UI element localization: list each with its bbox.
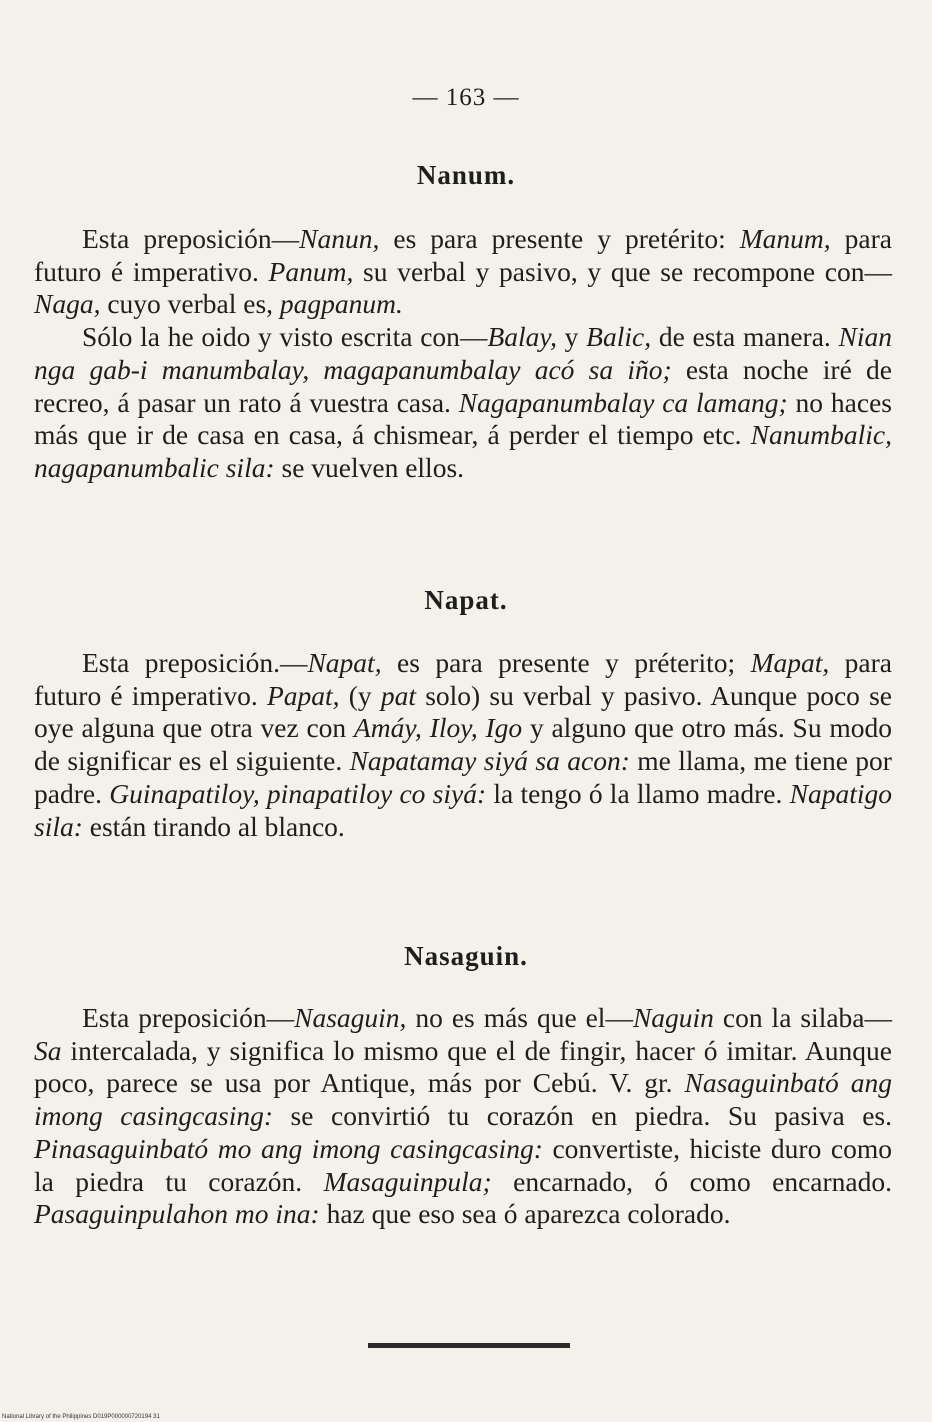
italic-term: Naga, <box>34 288 101 320</box>
paragraph: Esta preposición.—Napat, es para presente y préterito; Mapat, para futuro é imperativo. Papat, (y pat solo) su verbal y pasivo. Aunque poco se oye alguna que otra vez con Amáy, Iloy, Igo y alguno que otro más. Su modo de significar es el siguiente. Napatamay siyá sa acon: me llama, me tiene por padre. Guinapatiloy, pinapatiloy co siyá: la tengo ó la llamo madre. Napatigo sila: están tirando al blanco. <box>34 647 893 842</box>
section-heading-napat: Napat. <box>424 585 508 615</box>
italic-term: Papat, <box>266 679 340 711</box>
italic-term: Nagapanumbalay ca lamang; <box>458 386 788 418</box>
italic-term: Amáy, Iloy, Igo <box>353 712 523 744</box>
section-body-nasaguin <box>34 1002 892 1231</box>
italic-term: Mapat, <box>750 647 830 678</box>
italic-term: Pasaguinpulahon mo ina: <box>34 1198 320 1230</box>
italic-term: Balic, <box>586 321 652 353</box>
paragraph: Esta preposición—Nasaguin, no es más que el—Naguin con la silaba—Sa intercalada, y significa lo mismo que el de fingir, hacer ó imitar. Aunque poco, parece se usa por Antique, más por Cebú. V. gr. Nasaguinbató ang imong casingcasing: se convirtió tu corazón en piedra. Su pasiva es. Pinasaguinbató mo ang imong casingcasing: convertiste, hiciste duro como la piedra tu corazón. Masaguinpula; encarnado, ó como encarnado. Pasaguinpulahon mo ina: haz que eso sea ó aparezca colorado. <box>34 1002 893 1230</box>
italic-term: Manum, <box>739 223 831 254</box>
italic-term: Nasaguinbató ang imong casingcasing: <box>34 1067 893 1132</box>
italic-term: Nanun, <box>299 223 380 254</box>
italic-term: Balay, <box>487 321 557 353</box>
italic-term: Napatigo sila: <box>34 777 892 842</box>
section-body-nanum <box>34 223 892 485</box>
italic-term: Sa <box>34 1034 62 1066</box>
footer-credit: National Library of the Philippines D019P000000720194 31 <box>2 1414 160 1420</box>
italic-term: pat <box>380 679 416 711</box>
italic-term: Nasaguin, <box>294 1002 407 1033</box>
italic-term: Nanumbalic, nagapanumbalic sila: <box>34 419 892 483</box>
end-rule <box>368 1343 570 1348</box>
section-heading-nasaguin: Nasaguin. <box>404 941 528 971</box>
italic-term: Panum, <box>268 255 354 287</box>
italic-term: Pinasaguinbató mo ang imong casingcasing: <box>34 1132 543 1164</box>
paragraph: Sólo la he oido y visto escrita con—Balay, y Balic, de esta manera. Nian nga gab-i manumbalay, magapanumbalay acó sa iño; esta noche iré de recreo, á pasar un rato á vuestra casa. Nagapanumbalay ca lamang; no haces más que ir de casa en casa, á chismear, á perder el tiempo etc. Nanumbalic, nagapanumbalic sila: se vuelven ellos. <box>34 321 892 483</box>
italic-term: Nian nga gab-i manumbalay, magapanumbalay acó sa iño; <box>34 321 892 385</box>
italic-term: Masaguinpula; <box>323 1165 492 1197</box>
section-body-napat <box>34 647 892 843</box>
italic-term: Guinapatiloy, pinapatiloy co siyá: <box>109 777 487 809</box>
paragraph: Esta preposición—Nanun, es para presente y pretérito: Manum, para futuro é imperativo. Panum, su verbal y pasivo, y que se recompone con—Naga, cuyo verbal es, pagpanum. <box>34 223 892 320</box>
italic-term: Naguin <box>632 1002 714 1033</box>
section-heading-nanum: Nanum. <box>416 160 516 190</box>
italic-term: Napatamay siyá sa acon: <box>349 745 630 777</box>
page-number: — 163 — <box>412 84 520 111</box>
italic-term: Napat, <box>307 647 382 678</box>
italic-term: pagpanum. <box>279 288 403 320</box>
